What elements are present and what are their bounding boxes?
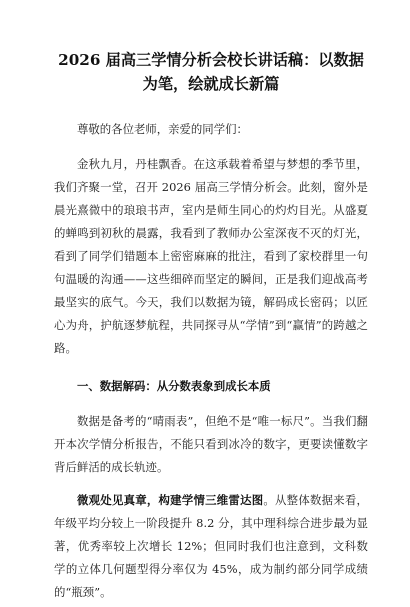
intro-paragraph: 金秋九月，丹桂飘香。在这承载着希望与梦想的季节里，我们齐聚一堂，召开 2026 届高三学情分析会。此刻，窗外是晨光熹微中的琅琅书声，室内是师生同心的灼灼目光。从盛夏的蝉鸣到初秋的晨露，我看到了教师办公室深夜不灭的灯光，看到了同学们错题本上密密麻麻的批注，看到了家校群里一句句温暖的沟通——这些细碎而坚定的瞬间，正是我们迎战高考最坚实的底气。今天，我们以数据为镜，解码成长密码；以匠心为舟，护航逐梦航程，共同探寻从“学情”到“赢情”的跨越之路。: [54, 157, 368, 355]
section-paragraph-radar-analysis: [54, 489, 368, 604]
section-paragraph-clip: [54, 489, 368, 607]
paragraph-bold-lead: 微观处见真章，构建学情三维雷达图: [77, 493, 264, 507]
section-paragraph-data-barometer: 数据是备考的“晴雨表”，但绝不是“唯一标尺”。当我们翻开本次学情分析报告，不能只看到冰冷的数字，更要读懂数字背后鲜活的成长轨迹。: [54, 414, 368, 474]
greeting-line: 尊敬的各位老师，亲爱的同学们：: [77, 122, 248, 136]
paragraph-body-text: 。从整体数据来看，年级平均分较上一阶段提升 8.2 分，其中理科综合进步最为显著，优秀率较上次增长 12%；但同时我们也注意到，文科数学的立体几何题型得分率仅为 45%，成为制约部分同学成绩的“瓶颈”。: [54, 493, 368, 599]
document-title: 2026 届高三学情分析会校长讲话稿：以数据为笔，绘就成长新篇: [58, 51, 364, 93]
section-heading-data-decoding: 一、数据解码：从分数表象到成长本质: [77, 379, 271, 393]
